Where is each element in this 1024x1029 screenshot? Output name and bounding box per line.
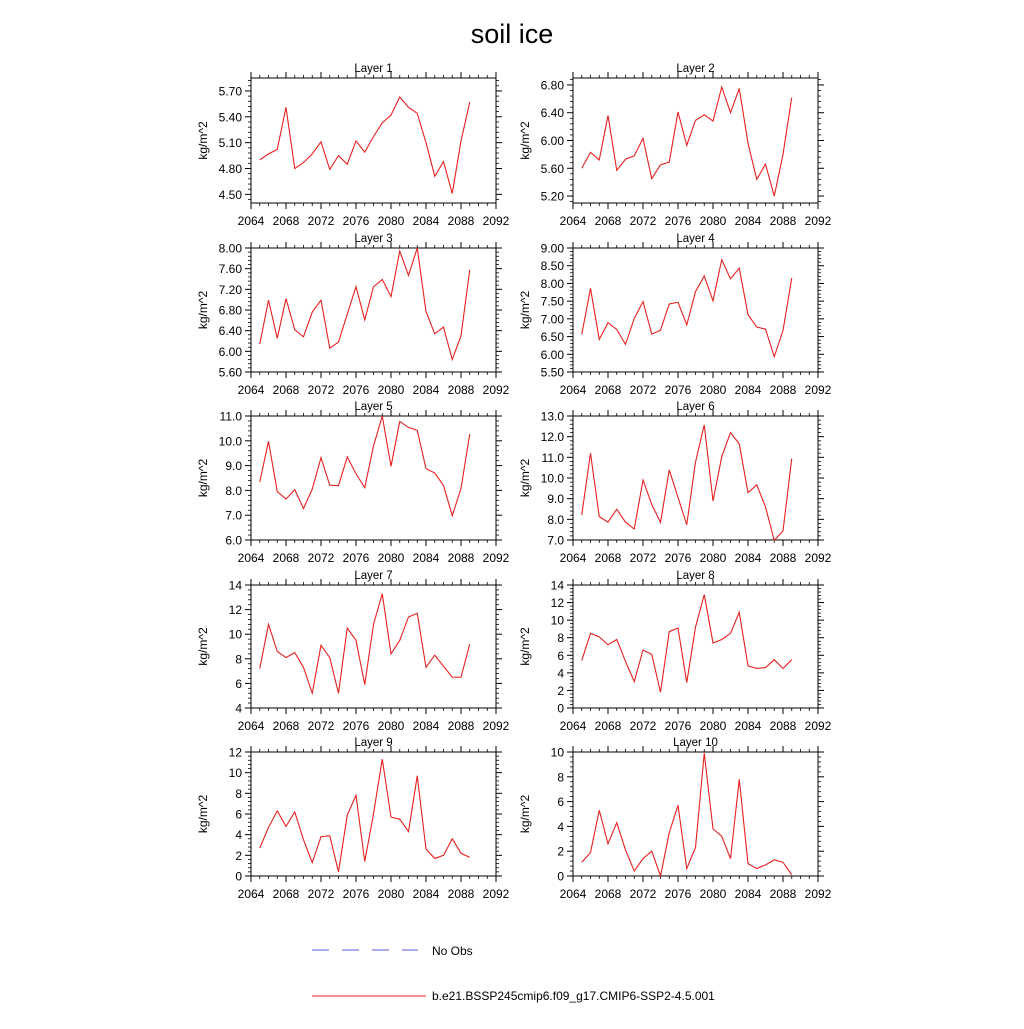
chart-4-ytick-label: 8.50: [540, 259, 564, 274]
chart-5-title: Layer 5: [354, 401, 393, 413]
chart-1-ytick-label: 4.50: [218, 187, 242, 202]
chart-5-xtick-label: 2076: [342, 551, 370, 565]
chart-2-xtick-label: 2072: [629, 214, 657, 228]
chart-6-xtick-label: 2068: [594, 551, 622, 565]
chart-5-xtick-label: 2080: [377, 551, 405, 565]
chart-5-xtick-label: 2072: [307, 551, 335, 565]
chart-8-xtick-label: 2064: [559, 719, 587, 733]
chart-8-ytick-label: 0: [557, 701, 564, 716]
chart-9-xtick-label: 2068: [272, 887, 300, 901]
chart-6-xtick-label: 2072: [629, 551, 657, 565]
chart-8-xtick-label: 2076: [664, 719, 692, 733]
chart-7-xtick-label: 2092: [482, 719, 510, 733]
chart-7-xtick-label: 2072: [307, 719, 335, 733]
figure-title: soil ice: [470, 19, 554, 49]
chart-6-xtick-label: 2064: [559, 551, 587, 565]
chart-1-xtick-label: 2076: [342, 214, 370, 228]
chart-6-xtick-label: 2080: [699, 551, 727, 565]
chart-8-xtick-label: 2068: [594, 719, 622, 733]
chart-1-xtick-label: 2080: [377, 214, 405, 228]
chart-2-ytick-label: 6.80: [540, 78, 564, 93]
chart-3-ytick-label: 8.00: [218, 241, 242, 256]
chart-7-ytick-label: 4: [235, 701, 242, 716]
chart-8-xtick-label: 2084: [734, 719, 762, 733]
chart-1-title: Layer 1: [354, 63, 393, 75]
chart-9-ytick-label: 12: [228, 745, 242, 760]
chart-1-xtick-label: 2084: [412, 214, 440, 228]
chart-8-xtick-label: 2092: [804, 719, 832, 733]
chart-9-xtick-label: 2092: [482, 887, 510, 901]
chart-2-ytick-label: 5.20: [540, 189, 564, 204]
chart-10-xtick-label: 2068: [594, 887, 622, 901]
chart-8-ytick-label: 2: [557, 683, 564, 698]
chart-6-ytick-label: 11.0: [541, 450, 564, 465]
chart-10-ytick-label: 2: [557, 844, 564, 859]
chart-2-xtick-label: 2076: [664, 214, 692, 228]
chart-9-ytick-label: 8: [235, 786, 242, 801]
chart-4-ytick-label: 7.50: [540, 294, 564, 309]
chart-8-title: Layer 8: [676, 570, 715, 582]
chart-9-xtick-label: 2072: [307, 887, 335, 901]
chart-6-xtick-label: 2092: [804, 551, 832, 565]
chart-3-ytick-label: 5.60: [218, 365, 242, 380]
chart-10-title: Layer 10: [673, 737, 718, 749]
chart-2-xtick-label: 2092: [804, 214, 832, 228]
chart-9-ylabel: kg/m^2: [196, 794, 210, 834]
chart-10-xtick-label: 2076: [664, 887, 692, 901]
chart-4-xtick-label: 2084: [734, 383, 762, 397]
chart-1-xtick-label: 2072: [307, 214, 335, 228]
chart-2-ytick-label: 6.40: [540, 106, 564, 121]
chart-5-ytick-label: 6.0: [225, 533, 242, 548]
chart-4-ytick-label: 6.50: [540, 330, 564, 345]
chart-5-ytick-label: 10.0: [218, 434, 242, 449]
chart-3-ytick-label: 7.20: [218, 282, 242, 297]
chart-9-xtick-label: 2088: [447, 887, 475, 901]
chart-7-xtick-label: 2084: [412, 719, 440, 733]
chart-10-xtick-label: 2084: [734, 887, 762, 901]
chart-6-ytick-label: 13.0: [540, 409, 564, 424]
chart-2-xtick-label: 2088: [769, 214, 797, 228]
chart-9-ytick-label: 2: [235, 848, 242, 863]
chart-3-xtick-label: 2064: [237, 383, 265, 397]
chart-7-xtick-label: 2068: [272, 719, 300, 733]
chart-2-title: Layer 2: [676, 63, 715, 75]
chart-1-xtick-label: 2092: [482, 214, 510, 228]
chart-10-xtick-label: 2092: [804, 887, 832, 901]
chart-10-ytick-label: 10: [550, 745, 564, 760]
chart-3-xtick-label: 2080: [377, 383, 405, 397]
chart-8-xtick-label: 2088: [769, 719, 797, 733]
chart-5-xtick-label: 2092: [482, 551, 510, 565]
chart-7-ylabel: kg/m^2: [196, 627, 210, 666]
legend-label-no-obs: No Obs: [432, 944, 473, 958]
chart-9-ytick-label: 10: [228, 766, 242, 781]
chart-5-ylabel: kg/m^2: [196, 458, 210, 498]
chart-7-ytick-label: 12: [228, 603, 242, 618]
chart-10-ytick-label: 0: [557, 869, 564, 884]
chart-3-xtick-label: 2072: [307, 383, 335, 397]
chart-8-ylabel: kg/m^2: [518, 627, 532, 666]
chart-10-ytick-label: 4: [557, 819, 564, 834]
chart-5-xtick-label: 2088: [447, 551, 475, 565]
chart-8-ytick-label: 8: [557, 631, 564, 646]
chart-1-ytick-label: 5.70: [218, 84, 242, 99]
chart-7-title: Layer 7: [354, 570, 393, 582]
chart-7-xtick-label: 2080: [377, 719, 405, 733]
chart-8-xtick-label: 2072: [629, 719, 657, 733]
chart-3-ytick-label: 6.80: [218, 303, 242, 318]
chart-5-ytick-label: 7.0: [225, 508, 242, 523]
chart-6-ytick-label: 12.0: [540, 430, 564, 445]
chart-3-ytick-label: 7.60: [218, 262, 242, 277]
chart-3-xtick-label: 2076: [342, 383, 370, 397]
chart-9-xtick-label: 2064: [237, 887, 265, 901]
chart-4-ytick-label: 7.00: [540, 312, 564, 327]
chart-8-ytick-label: 4: [557, 666, 564, 681]
chart-5-ytick-label: 11.0: [219, 409, 242, 424]
chart-7-ytick-label: 10: [228, 627, 242, 642]
chart-6-ylabel: kg/m^2: [518, 458, 532, 498]
chart-9-ytick-label: 4: [235, 828, 242, 843]
chart-5-xtick-label: 2064: [237, 551, 265, 565]
chart-1-ytick-label: 5.40: [218, 110, 242, 125]
chart-8-ytick-label: 6: [557, 648, 564, 663]
chart-3-xtick-label: 2084: [412, 383, 440, 397]
chart-4-ytick-label: 9.00: [540, 241, 564, 256]
chart-10-xtick-label: 2072: [629, 887, 657, 901]
chart-4-xtick-label: 2072: [629, 383, 657, 397]
chart-2-xtick-label: 2080: [699, 214, 727, 228]
chart-4-ytick-label: 6.00: [540, 347, 564, 362]
chart-1-xtick-label: 2064: [237, 214, 265, 228]
chart-2-ytick-label: 5.60: [540, 161, 564, 176]
chart-6-title: Layer 6: [676, 401, 715, 413]
chart-3-xtick-label: 2068: [272, 383, 300, 397]
chart-1-ytick-label: 5.10: [218, 136, 242, 151]
chart-3-xtick-label: 2088: [447, 383, 475, 397]
legend-label-model: b.e21.BSSP245cmip6.f09_g17.CMIP6-SSP2-4.5.001: [432, 989, 715, 1003]
chart-7-ytick-label: 8: [235, 652, 242, 667]
chart-4-xtick-label: 2076: [664, 383, 692, 397]
chart-7-xtick-label: 2076: [342, 719, 370, 733]
chart-3-xtick-label: 2092: [482, 383, 510, 397]
chart-2-xtick-label: 2064: [559, 214, 587, 228]
chart-8-xtick-label: 2080: [699, 719, 727, 733]
chart-10-ytick-label: 8: [557, 770, 564, 785]
chart-10-xtick-label: 2088: [769, 887, 797, 901]
chart-4-ylabel: kg/m^2: [518, 290, 532, 330]
chart-8-ytick-label: 10: [550, 613, 564, 628]
chart-9-xtick-label: 2076: [342, 887, 370, 901]
chart-9-ytick-label: 0: [235, 869, 242, 884]
chart-9-title: Layer 9: [354, 737, 393, 749]
chart-9-ytick-label: 6: [235, 807, 242, 822]
chart-9-xtick-label: 2080: [377, 887, 405, 901]
chart-6-ytick-label: 9.0: [547, 492, 564, 507]
chart-7-ytick-label: 14: [228, 578, 242, 593]
chart-3-ylabel: kg/m^2: [196, 290, 210, 330]
chart-4-xtick-label: 2064: [559, 383, 587, 397]
chart-1-xtick-label: 2088: [447, 214, 475, 228]
chart-9-xtick-label: 2084: [412, 887, 440, 901]
chart-5-ytick-label: 8.0: [225, 483, 242, 498]
chart-3-title: Layer 3: [354, 233, 393, 245]
chart-2-ylabel: kg/m^2: [518, 121, 532, 160]
chart-4-xtick-label: 2088: [769, 383, 797, 397]
chart-4-title: Layer 4: [676, 233, 715, 245]
chart-4-xtick-label: 2080: [699, 383, 727, 397]
chart-6-ytick-label: 7.0: [547, 533, 564, 548]
chart-2-xtick-label: 2068: [594, 214, 622, 228]
chart-4-xtick-label: 2092: [804, 383, 832, 397]
chart-1-ylabel: kg/m^2: [196, 121, 210, 160]
chart-6-ytick-label: 8.0: [547, 512, 564, 527]
chart-1-xtick-label: 2068: [272, 214, 300, 228]
chart-5-xtick-label: 2068: [272, 551, 300, 565]
chart-10-xtick-label: 2080: [699, 887, 727, 901]
chart-6-xtick-label: 2076: [664, 551, 692, 565]
chart-8-ytick-label: 12: [550, 596, 564, 611]
chart-3-ytick-label: 6.40: [218, 324, 242, 339]
chart-7-ytick-label: 6: [235, 676, 242, 691]
chart-6-xtick-label: 2084: [734, 551, 762, 565]
chart-6-ytick-label: 10.0: [540, 471, 564, 486]
chart-6-xtick-label: 2088: [769, 551, 797, 565]
chart-10-ylabel: kg/m^2: [518, 794, 532, 834]
chart-7-xtick-label: 2064: [237, 719, 265, 733]
chart-5-ytick-label: 9.0: [225, 459, 242, 474]
chart-10-ytick-label: 6: [557, 795, 564, 810]
chart-4-xtick-label: 2068: [594, 383, 622, 397]
chart-3-ytick-label: 6.00: [218, 344, 242, 359]
chart-4-ytick-label: 5.50: [540, 365, 564, 380]
chart-10-xtick-label: 2064: [559, 887, 587, 901]
chart-5-xtick-label: 2084: [412, 551, 440, 565]
chart-4-ytick-label: 8.00: [540, 276, 564, 291]
chart-8-ytick-label: 14: [550, 578, 564, 593]
chart-2-ytick-label: 6.00: [540, 134, 564, 148]
chart-2-xtick-label: 2084: [734, 214, 762, 228]
chart-1-ytick-label: 4.80: [218, 162, 242, 177]
chart-7-xtick-label: 2088: [447, 719, 475, 733]
